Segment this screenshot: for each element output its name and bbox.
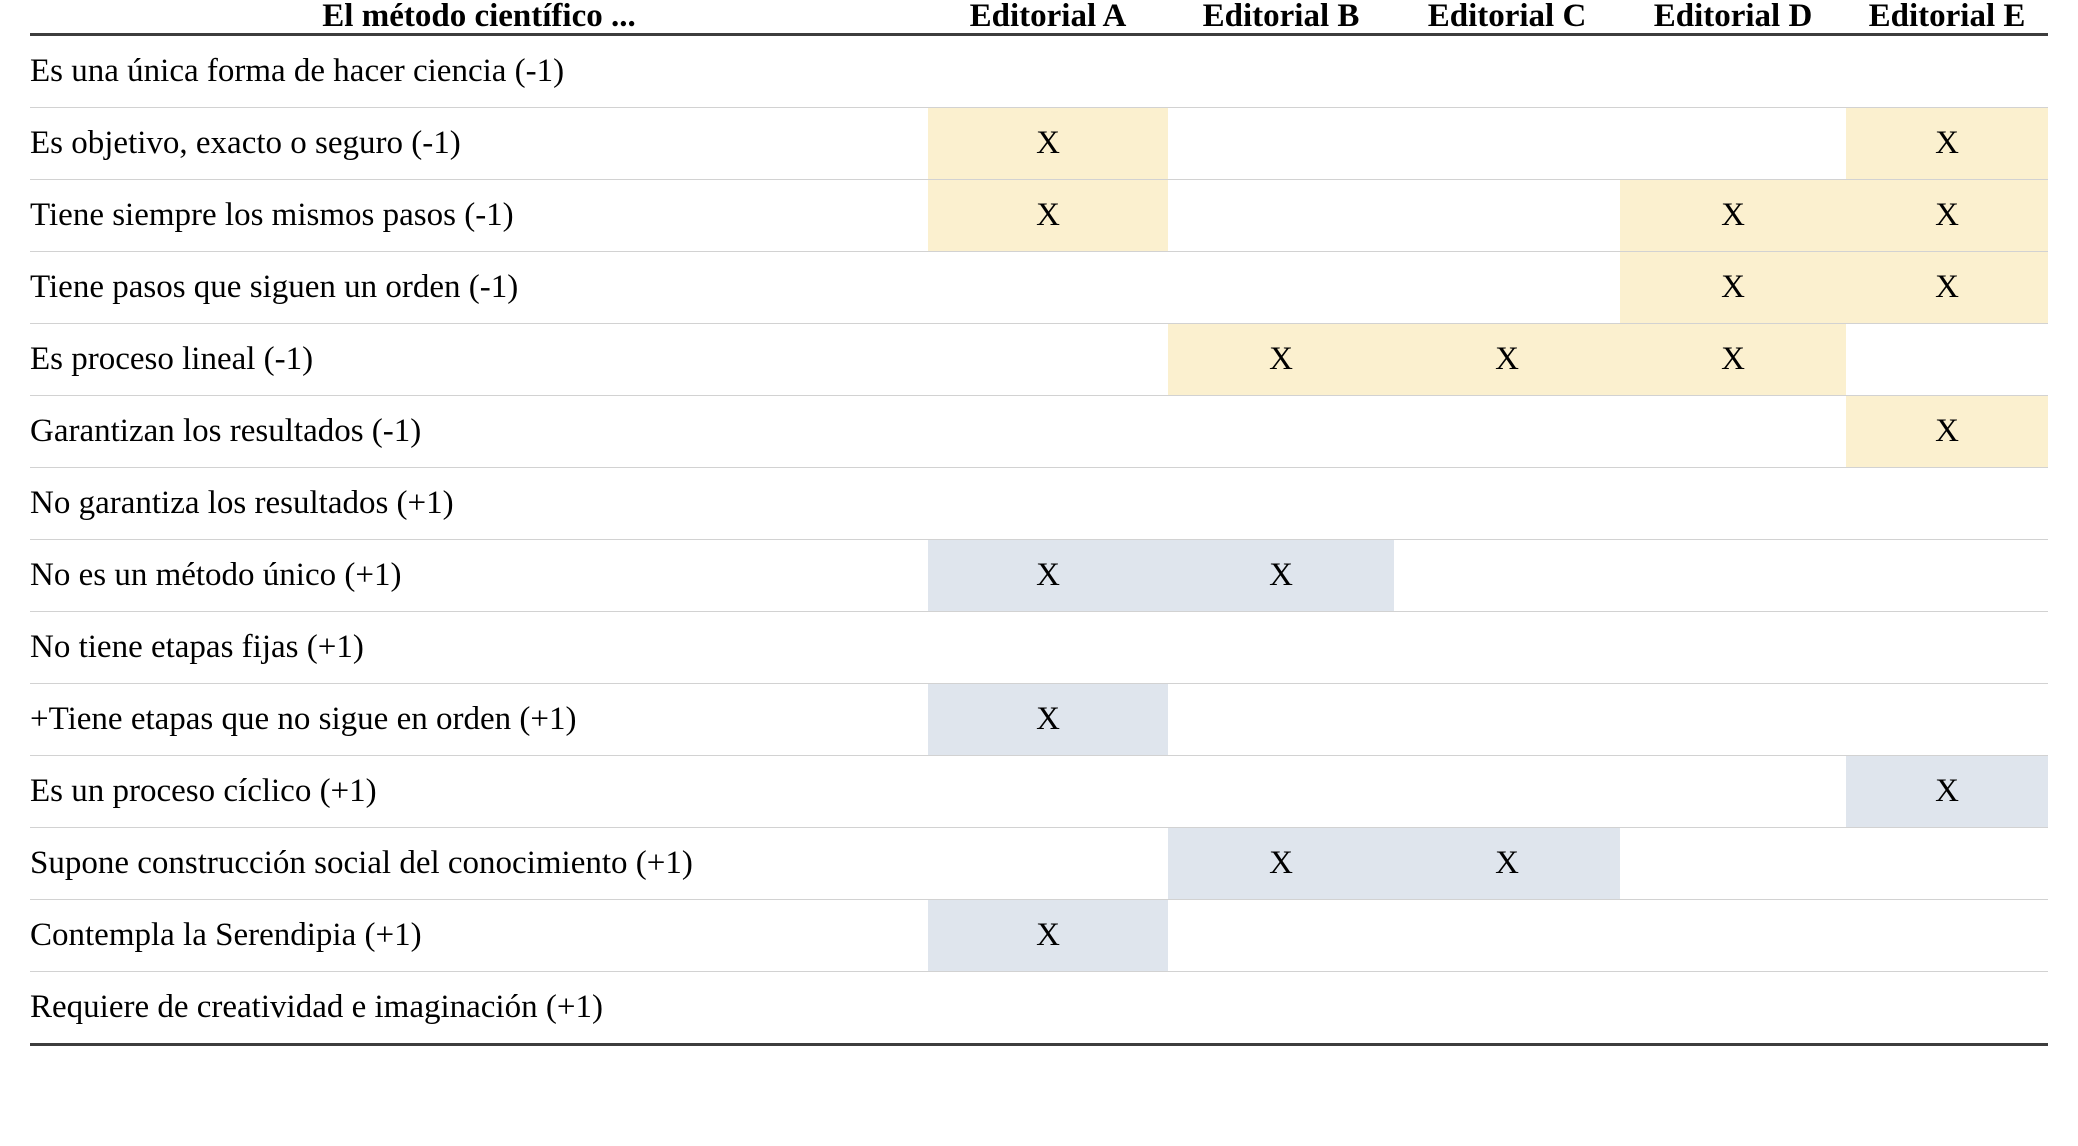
header-row — [30, 0, 2048, 35]
mark-cell — [1168, 180, 1394, 252]
table-row — [30, 108, 2048, 180]
statement-cell: Requiere de creatividad e imaginación (+1) — [30, 972, 928, 1045]
mark-cell — [1168, 35, 1394, 108]
mark-cell — [1394, 180, 1620, 252]
statement-cell: Tiene pasos que siguen un orden (-1) — [30, 252, 928, 324]
mark-cell — [928, 900, 1168, 972]
mark-cell — [1620, 324, 1846, 396]
statement-cell: No tiene etapas fijas (+1) — [30, 612, 928, 684]
mark-cell — [1168, 108, 1394, 180]
mark-cell — [1168, 972, 1394, 1045]
check-mark: X — [1269, 557, 1293, 593]
check-mark: X — [1036, 557, 1060, 593]
check-mark: X — [1036, 701, 1060, 737]
table-row — [30, 180, 2048, 252]
mark-cell — [1620, 252, 1846, 324]
mark-cell — [1620, 684, 1846, 756]
table-row — [30, 468, 2048, 540]
check-mark: X — [1935, 197, 1959, 233]
mark-cell — [928, 180, 1168, 252]
table-row — [30, 756, 2048, 828]
mark-cell — [1620, 972, 1846, 1045]
column-header-editorial-c: Editorial C — [1394, 0, 1620, 35]
mark-cell — [928, 396, 1168, 468]
column-header-editorial-a: Editorial A — [928, 0, 1168, 35]
statement-cell: +Tiene etapas que no sigue en orden (+1) — [30, 684, 928, 756]
mark-cell — [1846, 468, 2048, 540]
mark-cell — [928, 612, 1168, 684]
check-mark: X — [1269, 341, 1293, 377]
statement-cell: Garantizan los resultados (-1) — [30, 396, 928, 468]
check-mark: X — [1495, 341, 1519, 377]
statement-cell: Supone construcción social del conocimiento (+1) — [30, 828, 928, 900]
mark-cell — [1394, 108, 1620, 180]
check-mark: X — [1721, 197, 1745, 233]
column-header-editorial-e: Editorial E — [1846, 0, 2048, 35]
comparison-table — [30, 0, 2048, 1046]
mark-cell — [1168, 828, 1394, 900]
mark-cell — [1168, 756, 1394, 828]
check-mark: X — [1721, 341, 1745, 377]
mark-cell — [1620, 612, 1846, 684]
check-mark: X — [1721, 269, 1745, 305]
statement-cell: Contempla la Serendipia (+1) — [30, 900, 928, 972]
table-row — [30, 828, 2048, 900]
mark-cell — [1394, 540, 1620, 612]
mark-cell — [1846, 612, 2048, 684]
check-mark: X — [1935, 269, 1959, 305]
mark-cell — [1846, 972, 2048, 1045]
mark-cell — [1168, 252, 1394, 324]
mark-cell — [1620, 828, 1846, 900]
mark-cell — [1846, 828, 2048, 900]
mark-cell — [1394, 468, 1620, 540]
mark-cell — [1846, 684, 2048, 756]
mark-cell — [1846, 180, 2048, 252]
mark-cell — [1846, 108, 2048, 180]
mark-cell — [928, 108, 1168, 180]
mark-cell — [1846, 396, 2048, 468]
mark-cell — [1394, 252, 1620, 324]
statement-cell: No garantiza los resultados (+1) — [30, 468, 928, 540]
table-row — [30, 900, 2048, 972]
statement-cell: Es proceso lineal (-1) — [30, 324, 928, 396]
mark-cell — [1394, 324, 1620, 396]
mark-cell — [1846, 900, 2048, 972]
mark-cell — [1846, 324, 2048, 396]
table-header — [30, 0, 2048, 35]
statement-cell: Es objetivo, exacto o seguro (-1) — [30, 108, 928, 180]
mark-cell — [928, 35, 1168, 108]
table-row — [30, 396, 2048, 468]
check-mark: X — [1935, 773, 1959, 809]
table-row — [30, 252, 2048, 324]
table-row — [30, 35, 2048, 108]
mark-cell — [1846, 540, 2048, 612]
mark-cell — [928, 972, 1168, 1045]
mark-cell — [1846, 35, 2048, 108]
table-body — [30, 35, 2048, 1045]
mark-cell — [1846, 756, 2048, 828]
mark-cell — [928, 756, 1168, 828]
mark-cell — [928, 684, 1168, 756]
column-header-editorial-b: Editorial B — [1168, 0, 1394, 35]
column-header-statement: El método científico ... — [30, 0, 928, 35]
mark-cell — [1620, 756, 1846, 828]
mark-cell — [1394, 972, 1620, 1045]
check-mark: X — [1935, 125, 1959, 161]
check-mark: X — [1495, 845, 1519, 881]
mark-cell — [1168, 612, 1394, 684]
mark-cell — [1620, 35, 1846, 108]
check-mark: X — [1036, 125, 1060, 161]
mark-cell — [928, 324, 1168, 396]
mark-cell — [1394, 684, 1620, 756]
mark-cell — [1620, 900, 1846, 972]
mark-cell — [1620, 108, 1846, 180]
column-header-editorial-d: Editorial D — [1620, 0, 1846, 35]
mark-cell — [1394, 35, 1620, 108]
table-row — [30, 540, 2048, 612]
mark-cell — [1394, 396, 1620, 468]
mark-cell — [928, 252, 1168, 324]
mark-cell — [1620, 540, 1846, 612]
statement-cell: No es un método único (+1) — [30, 540, 928, 612]
table-row — [30, 972, 2048, 1045]
mark-cell — [1168, 468, 1394, 540]
mark-cell — [1168, 684, 1394, 756]
table-row — [30, 684, 2048, 756]
mark-cell — [928, 540, 1168, 612]
mark-cell — [1168, 396, 1394, 468]
check-mark: X — [1269, 845, 1293, 881]
mark-cell — [1394, 612, 1620, 684]
check-mark: X — [1036, 917, 1060, 953]
mark-cell — [1394, 756, 1620, 828]
table-row — [30, 612, 2048, 684]
mark-cell — [928, 828, 1168, 900]
mark-cell — [1168, 324, 1394, 396]
statement-cell: Es una única forma de hacer ciencia (-1) — [30, 35, 928, 108]
mark-cell — [1168, 900, 1394, 972]
mark-cell — [1620, 468, 1846, 540]
mark-cell — [1620, 180, 1846, 252]
mark-cell — [1168, 540, 1394, 612]
mark-cell — [1394, 828, 1620, 900]
check-mark: X — [1036, 197, 1060, 233]
mark-cell — [928, 468, 1168, 540]
statement-cell: Tiene siempre los mismos pasos (-1) — [30, 180, 928, 252]
check-mark: X — [1935, 413, 1959, 449]
mark-cell — [1394, 900, 1620, 972]
mark-cell — [1846, 252, 2048, 324]
statement-cell: Es un proceso cíclico (+1) — [30, 756, 928, 828]
mark-cell — [1620, 396, 1846, 468]
table-row — [30, 324, 2048, 396]
